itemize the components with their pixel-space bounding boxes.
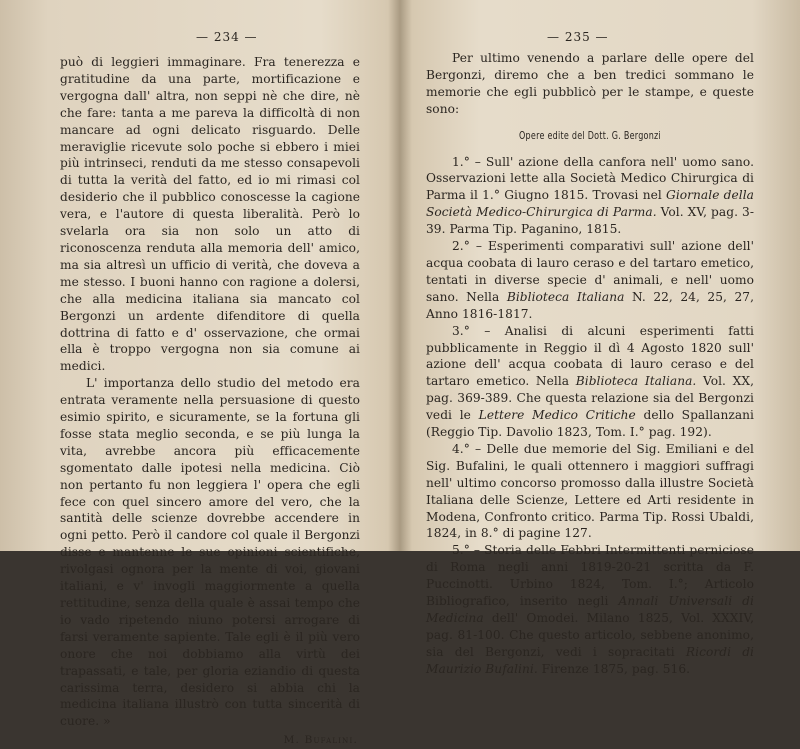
bibliography-entry: 4.° – Delle due memorie del Sig. Emiliani e del Sig. Bufalini, le quali ottennero i maggiori suffragi nell' ultimo concorso promosso dalla illustre Società Italiana delle Scienze, Lettere ed Arti residente in Modena, Confronto critico. Parma Tip. Rossi Ubaldi, 1824, in 8.° di pagine 127. — [426, 441, 754, 541]
page-number: — 234 — — [196, 30, 258, 44]
intro-paragraph: Per ultimo venendo a parlare delle opere del Bergonzi, diremo che a ben tredici sommano le memorie che egli pubblicò per le stampe, e queste sono: — [426, 51, 754, 116]
paragraph: L' importanza dello studio del metodo era entrata veramente nella persuasione di questo esimio spirito, e sicuramente, se la fortuna gli fosse stata meglio seconda, e se più lunga la vita, avrebbe ancora più efficacemente sgomentato dalle ipotesi nella medicina. Ciò non pertanto fu non leggiera l' opera che egli fece con quel sincero amore del vero, che la santità delle scienze dovrebbe accendere in ogni petto. Però il candore col quale il Bergonzi disse e mantenne le sue opinioni scientifiche, rivolgasi ognora per la mente di voi, giovani italiani, e v' invogli maggiormente a quella rettitudine, senza della quale è assai tempo che io vado ripetendo niuno potersi arrogare di farsi veramente sapiente. Tale egli è il più vero onore che noi dobbiamo alla virtù dei trapassati, e tale, per gloria eziandio di questa carissima terra, desidero si abbia chi la medicina italiana illustrò con tutta sincerità di cuore. » — [60, 376, 360, 729]
section-heading: Opere edite del Dott. G. Bergonzi — [518, 129, 662, 142]
right-page — [402, 0, 800, 676]
paragraph: può di leggieri immaginare. Fra tenerezza e gratitudine da una parte, mortificazione e vergogna dall' altra, non seppi nè che dire, nè che fare: tanta a me pareva la difficoltà di non mancare ad ogni delicato risguardo. Delle meraviglie ricevute solo poche si ebbero i miei più intrinseci, renduti da me stesso consapevoli di tutta la verità del fatto, ed io mi rimasi col desiderio che il pubblico conoscesse la cagione vera, e l'autore di questa liberalità. Però lo svelarla ora sia non solo un atto di riconoscenza renduta alla memoria dell' amico, ma sia altresì un ufficio di verità, che doveva a me stesso. I buoni hanno con ragione a dolersi, che alla medicina italiana sia mancato col Bergonzi un ardente difenditore di quella dottrina di fatto e d' osservazione, che ormai ella è troppo vergogna non sia comune ai medici. — [60, 55, 360, 374]
left-page — [0, 0, 398, 747]
signature: M. Bufalini. — [283, 734, 358, 747]
bibliography-entry: 1.° – Sull' azione della canfora nell' uomo sano. Osservazioni lette alla Società Medico Chirurgica di Parma il 1.° Giugno 1815. Trovasi nel Giornale della Società Medico-Chirurgica di Parma. Vol. XV, pag. 3-39. Parma Tip. Paganino, 1815. — [426, 154, 754, 237]
bibliography-entry: 5.° – Storia delle Febbri Intermittenti perniciose di Roma negli anni 1819-20-21 scritta da F. Puccinotti. Urbino 1824, Tom. I.°; Articolo Bibliografico, inserito negli Annali Universali di Medicina dell' Omodei. Milano 1825, Vol. XXXIV, pag. 81-100. Che questo articolo, sebbene anonimo, sia del Bergonzi, vedi i sopracitati Ricordi di Maurizio Bufalini. Firenze 1875, pag. 516. — [426, 543, 754, 676]
page-number: — 235 — — [547, 30, 609, 44]
left-page-text — [60, 54, 360, 749]
bibliography-entry: 3.° – Analisi di alcuni esperimenti fatti pubblicamente in Reggio il dì 4 Agosto 1820 sull' azione dell' acqua coobata di lauro ceraso e del tartaro emetico. Nella Biblioteca Italiana. Vol. XX, pag. 369-389. Che questa relazione sia del Bergonzi vedi le Lettere Medico Critiche dello Spallanzani (Reggio Tip. Davolio 1823, Tom. I.° pag. 192). — [426, 323, 754, 440]
bibliography-entry: 2.° – Esperimenti comparativi sull' azione dell' acqua coobata di lauro ceraso e del tartaro emetico, tentati in diverse specie d' animali, e nell' uomo sano. Nella Biblioteca Italiana N. 22, 24, 25, 27, Anno 1816-1817. — [426, 239, 754, 321]
right-page-text — [426, 50, 754, 678]
